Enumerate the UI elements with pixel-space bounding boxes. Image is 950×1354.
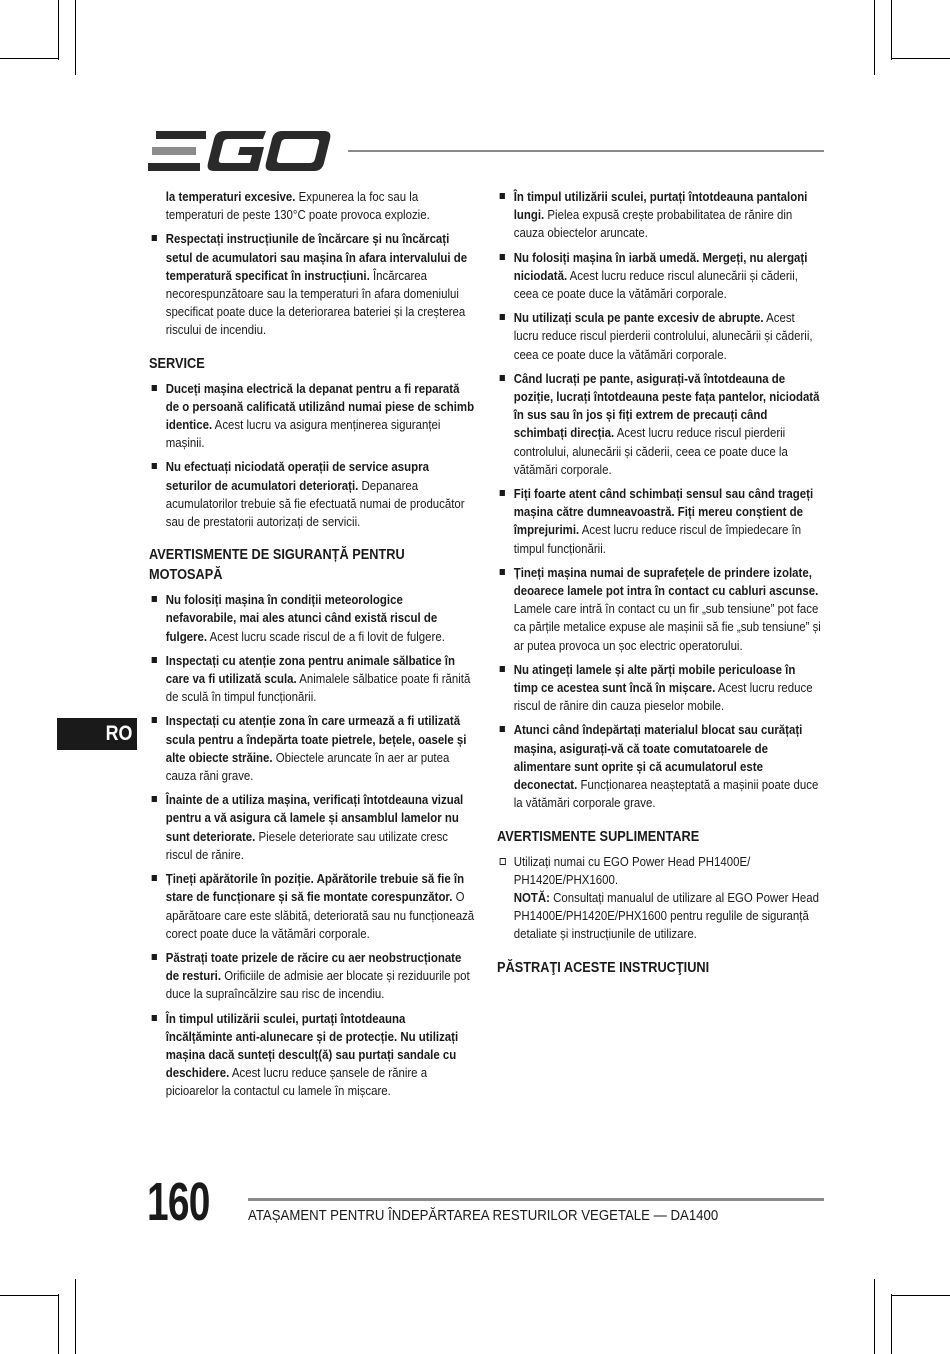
bold-text: Nu atingeți lamele și alte părți mobile periculoase în timp ce acestea sunt încă în mișcare. bbox=[513, 661, 796, 696]
bullet-item bbox=[149, 870, 475, 943]
bold-text: Duceți mașina electrică la depanat pentru a fi reparată de o persoană calificată utilizând numai piese de schimb identice. bbox=[165, 380, 475, 433]
body-text: Acest lucru reduce riscul alunecării și căderii, ceea ce poate duce la vătămări corporale. bbox=[513, 267, 798, 302]
section-heading: PĂSTRAŢI ACESTE INSTRUCŢIUNI bbox=[497, 959, 710, 976]
bullet-item bbox=[149, 1010, 475, 1101]
body-text: O apărătoare care este slăbită, deteriorată sau nu funcționează corect poate duce la vătămări corporale. bbox=[165, 889, 475, 941]
section-heading: SERVICE bbox=[149, 355, 205, 372]
bold-text: la temperaturi excesive. bbox=[165, 189, 296, 204]
bullet-item bbox=[149, 791, 475, 864]
bullet-item bbox=[149, 380, 475, 453]
bullet-square-icon bbox=[152, 657, 157, 663]
footer-rule bbox=[248, 1198, 824, 1201]
body-text: Pielea expusă crește probabilitatea de rănire din cauza obiectelor aruncate. bbox=[513, 207, 793, 241]
bullet-item bbox=[149, 591, 475, 646]
bold-text: Când lucrați pe pante, asigurați-vă întotdeauna de poziție, lucrați întotdeauna peste fața pantelor, niciodată în sus sau în jos și fiți extrem de precauți când schimbați direcția. bbox=[513, 370, 820, 441]
bullet-item bbox=[497, 370, 823, 479]
crop-mark bbox=[891, 0, 892, 60]
bullet-item bbox=[497, 249, 823, 304]
ego-logo bbox=[148, 130, 332, 172]
body-text: Piesele deteriorate sau utilizate cresc riscul de rănire. bbox=[165, 828, 449, 862]
note-label: NOTĂ: bbox=[513, 889, 550, 905]
body-text: Orificiile de admisie aer blocate și reziduurile pot duce la supraîncălzire sau risc de incendiu. bbox=[165, 968, 470, 1002]
bullet-square-icon bbox=[500, 490, 505, 496]
bullet-square-icon bbox=[500, 193, 505, 199]
bullet-square-icon bbox=[152, 385, 157, 391]
bullet-square-icon bbox=[152, 596, 157, 602]
bold-text: Țineți apărătorile în poziție. Apărătorile trebuie să fie în stare de funcționare și să fie montate corespunzător. bbox=[165, 871, 465, 905]
bullet-item bbox=[497, 309, 823, 364]
bullet-item bbox=[149, 230, 475, 339]
bold-text: Respectați instrucțiunile de încărcare și nu încărcați setul de acumulatori sau mașina în afara intervalului de temperatură specificat în instrucțiuni. bbox=[165, 231, 468, 283]
bullet-square-icon bbox=[500, 254, 505, 260]
bullet-item bbox=[497, 564, 823, 655]
bold-text: Înainte de a utiliza mașina, verificați întotdeauna vizual pentru a vă asigura că lamele și ansamblul lamelor nu sunt deteriorate. bbox=[165, 792, 464, 844]
bold-text: Țineți mașina numai de suprafețele de prindere izolate, deoarece lamele pot intra în contact cu cabluri ascunse. bbox=[513, 564, 819, 599]
crop-mark bbox=[874, 1279, 875, 1354]
body-text: Acest lucru va asigura menținerea siguranței mașinii. bbox=[165, 417, 441, 451]
body-text: Acest lucru reduce riscul pierderii controlului, alunecării și căderii, ceea ce poate duce la vătămări corporale. bbox=[513, 310, 813, 362]
bullet-item bbox=[497, 721, 823, 812]
bold-text: În timpul utilizării sculei, purtați întotdeauna încălțăminte anti-alunecare și de protecție. Nu utilizați mașina dacă sunteți desculț(ă) sau purtați sandale cu deschidere. bbox=[165, 1010, 459, 1081]
bullet-square-icon bbox=[500, 569, 505, 575]
body-text: Funcționarea neașteptată a mașinii poate duce la vătămări corporale grave. bbox=[513, 777, 819, 811]
bullet-square-icon bbox=[152, 463, 157, 469]
left-column bbox=[149, 188, 475, 1107]
bold-text: Atunci când îndepărtați materialul blocat sau curățați mașina, asigurați-vă că toate comutatoarele de alimentare sunt oprite și că acumulatorul este deconectat. bbox=[513, 722, 803, 793]
body-text: Obiectele aruncate în aer ar putea cauza răni grave. bbox=[165, 749, 450, 784]
bullet-item bbox=[149, 949, 475, 1004]
crop-mark bbox=[891, 1294, 892, 1354]
bullet-square-icon bbox=[500, 726, 505, 732]
crop-mark bbox=[0, 58, 58, 59]
bold-text: Nu utilizați scula pe pante excesiv de abrupte. bbox=[513, 310, 764, 326]
right-column bbox=[497, 188, 823, 984]
body-text: Lamele care intră în contact cu un fir „sub tensiune” pot face ca părțile metalice expuse ale mașinii să fie „sub tensiune” și ar putea provoca un șoc electric operatorului. bbox=[513, 601, 821, 653]
crop-mark bbox=[58, 0, 59, 60]
body-text: Încărcarea necorespunzătoare sau la temperaturi în afara domeniului specificat poate duce la deteriorarea bateriei și la creșterea riscului de incendiu. bbox=[165, 267, 466, 338]
bold-text: Inspectați cu atenție zona în care urmează a fi utilizată scula pentru a îndepărta toate pietrele, bețele, oasele și alte obiecte străine. bbox=[165, 713, 467, 765]
bold-text: Nu folosiți mașina în condiții meteorologice nefavorabile, mai ales atunci când există riscul de fulgere. bbox=[165, 592, 438, 644]
bold-text: Fiți foarte atent când schimbați sensul sau când trageți mașina către dumneavoastră. Fiți mereu conștient de împrejurimi. bbox=[513, 486, 814, 538]
bold-text: Inspectați cu atenție zona pentru animale sălbatice în care va fi utilizată scula. bbox=[165, 652, 455, 687]
bullet-item bbox=[497, 485, 823, 558]
section-heading: AVERTISMENTE DE SIGURANȚĂ PENTRU MOTOSAPĂ bbox=[149, 547, 405, 584]
bullet-square-icon bbox=[152, 875, 157, 881]
section-heading: AVERTISMENTE SUPLIMENTARE bbox=[497, 828, 700, 845]
bold-text: Păstrați toate prizele de răcire cu aer neobstrucționate de resturi. bbox=[165, 949, 462, 984]
note-text: Consultați manualul de utilizare al EGO Power Head PH1400E/PH1420E/PHX1600 pentru regulile de siguranță detaliate și instrucțiunile de utilizare. bbox=[513, 889, 819, 942]
bullet-square-icon bbox=[152, 954, 157, 960]
bullet-square-icon bbox=[152, 1015, 157, 1021]
paragraph bbox=[149, 188, 475, 224]
body-text: Expunerea la foc sau la temperaturi de peste 130°C poate provoca explozie. bbox=[165, 189, 430, 223]
bullet-square-icon bbox=[152, 796, 157, 802]
body-text: Acest lucru reduce riscul pierderii controlului, alunecării și căderii, ceea ce poate duce la vătămări corporale. bbox=[513, 425, 788, 477]
body-text: Acest lucru scade riscul de a fi lovit de fulgere. bbox=[207, 628, 445, 644]
bold-text: Nu efectuați niciodată operații de service asupra seturilor de acumulatori deteriorați. bbox=[165, 459, 429, 493]
bullet-item bbox=[497, 188, 823, 243]
body-text: Acest lucru reduce șansele de rănire a picioarelor la contactul cu lamele în mișcare. bbox=[165, 1065, 428, 1099]
bullet-item bbox=[149, 712, 475, 785]
body-text: Depanarea acumulatorilor trebuie să fie efectuată numai de producător sau de prestatorii autorizați de servicii. bbox=[165, 477, 465, 530]
page-number: 160 bbox=[147, 1172, 210, 1232]
bullet-item bbox=[149, 652, 475, 707]
bullet-square-icon bbox=[152, 235, 157, 241]
bullet-square-icon bbox=[500, 314, 505, 320]
crop-mark bbox=[892, 58, 950, 59]
bullet-item bbox=[149, 458, 475, 531]
bullet-item bbox=[497, 661, 823, 716]
bullet-square-icon bbox=[500, 666, 505, 672]
body-text: Animalele sălbatice poate fi rănită de sculă în timpul funcționării. bbox=[165, 671, 471, 705]
bullet-square-icon bbox=[152, 717, 157, 723]
crop-mark bbox=[58, 1294, 59, 1354]
crop-mark bbox=[892, 1295, 950, 1296]
crop-mark bbox=[75, 1279, 76, 1354]
bold-text: În timpul utilizării sculei, purtați întotdeauna pantaloni lungi. bbox=[513, 189, 808, 223]
bullet-square-icon bbox=[500, 858, 506, 865]
body-text: Acest lucru reduce riscul de rănire din cauza pieselor mobile. bbox=[513, 680, 813, 714]
bullet-item bbox=[497, 853, 823, 944]
crop-mark bbox=[75, 0, 76, 75]
language-tab-label: RO bbox=[105, 722, 132, 745]
header-rule bbox=[348, 150, 824, 152]
bullet-square-icon bbox=[500, 375, 505, 381]
bold-text: Nu folosiți mașina în iarbă umedă. Mergeți, nu alergați niciodată. bbox=[513, 249, 808, 283]
body-text: Utilizați numai cu EGO Power Head PH1400E/ PH1420E/PHX1600. bbox=[513, 853, 751, 887]
language-tab bbox=[57, 718, 137, 750]
crop-mark bbox=[0, 1295, 58, 1296]
body-text: Acest lucru reduce riscul de împiedecare în timpul funcționării. bbox=[513, 522, 802, 556]
footer-title: ATAȘAMENT PENTRU ÎNDEPĂRTAREA RESTURILOR VEGETALE — DA1400 bbox=[248, 1207, 719, 1224]
crop-mark bbox=[874, 0, 875, 75]
